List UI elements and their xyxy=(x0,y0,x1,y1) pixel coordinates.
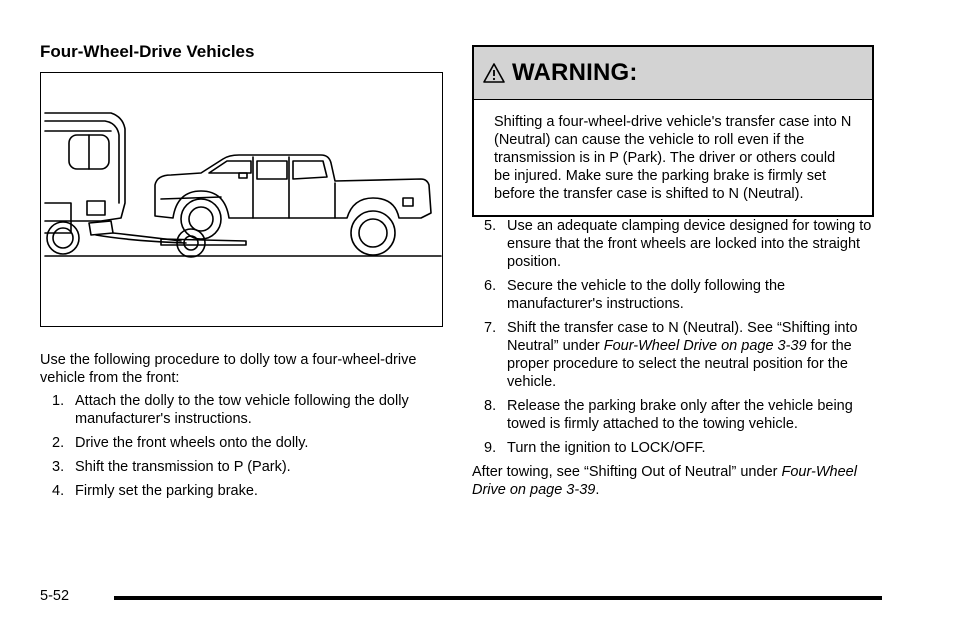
footer-rule xyxy=(114,596,882,600)
step-number: 4. xyxy=(52,483,65,499)
step-text-continued: for the proper procedure to select the neutral position for the vehicle. xyxy=(507,338,852,390)
after-text: After towing, see “Shifting Out of Neutral” under xyxy=(472,464,782,480)
truck-dolly-drawing xyxy=(41,73,443,327)
step-text: Turn the ignition to LOCK/OFF. xyxy=(507,440,706,456)
intro-paragraph xyxy=(40,351,445,387)
step-text: Shift the transmission to P (Park). xyxy=(75,459,291,475)
list-item xyxy=(40,458,445,476)
after-towing-paragraph xyxy=(472,463,874,499)
step-number: 2. xyxy=(52,435,65,451)
warning-text: Shifting a four-wheel-drive vehicle's transfer case into N (Neutral) can cause the vehicle to roll even if the transmission is in P (Park). The driver or others could be injured. Make sure the parking brake is firmly set before the transfer case is shifted to N (Neutral). xyxy=(494,114,852,202)
page-reference-link[interactable]: Four-Wheel Drive on page 3-39 xyxy=(603,338,807,354)
step-number: 8. xyxy=(484,398,497,414)
step-text: Secure the vehicle to the dolly following the manufacturer's instructions. xyxy=(507,278,786,312)
left-column xyxy=(40,40,445,499)
list-item xyxy=(472,319,874,391)
step-number: 1. xyxy=(52,393,65,409)
section-heading: Four-Wheel-Drive Vehicles xyxy=(40,42,255,61)
warning-body xyxy=(474,100,872,215)
step-text: Release the parking brake only after the vehicle being towed is firmly attached to the towing vehicle. xyxy=(507,398,853,432)
step-text: Firmly set the parking brake. xyxy=(75,483,258,499)
page-number: 5-52 xyxy=(40,588,70,604)
step-number: 3. xyxy=(52,459,65,475)
warning-triangle-icon xyxy=(482,62,506,84)
list-item xyxy=(472,439,874,457)
procedure-steps-left xyxy=(40,392,445,506)
step-text: Use an adequate clamping device designed for towing to ensure that the front wheels are locked into the straight position. xyxy=(507,218,872,270)
list-item xyxy=(472,397,874,433)
step-number: 5. xyxy=(484,218,497,234)
after-text-end: . xyxy=(595,482,600,498)
dolly-tow-illustration xyxy=(40,72,443,327)
step-text: Attach the dolly to the tow vehicle following the dolly manufacturer's instructions. xyxy=(75,393,409,427)
list-item xyxy=(40,482,445,500)
page-reference-link[interactable]: Four-Wheel Drive on page 3-39 xyxy=(472,464,857,498)
warning-box xyxy=(472,45,874,217)
step-text: Shift the transfer case to N (Neutral). See “Shifting into Neutral” under xyxy=(507,320,858,354)
list-item xyxy=(40,434,445,452)
list-item xyxy=(472,277,874,313)
step-number: 9. xyxy=(484,440,497,456)
procedure-steps-right xyxy=(472,217,874,457)
list-item xyxy=(40,392,445,428)
warning-title: WARNING: xyxy=(512,59,638,86)
intro-text: Use the following procedure to dolly tow a four-wheel-drive vehicle from the front: xyxy=(40,352,417,386)
right-column xyxy=(472,45,874,499)
step-text: Drive the front wheels onto the dolly. xyxy=(75,435,309,451)
warning-header xyxy=(474,47,872,100)
step-number: 6. xyxy=(484,278,497,294)
step-number: 7. xyxy=(484,320,497,336)
list-item xyxy=(472,217,874,271)
